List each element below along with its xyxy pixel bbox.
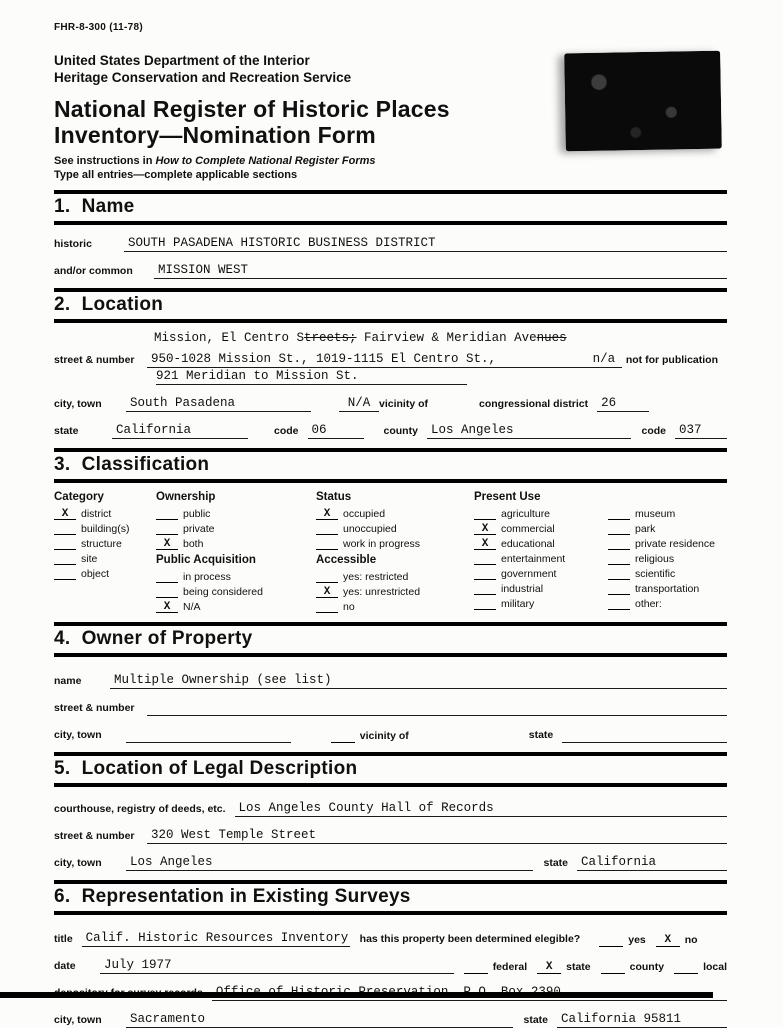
checkbox-site	[54, 550, 156, 565]
checkbox-mark	[601, 961, 625, 974]
common-name-row	[54, 263, 727, 279]
checkbox-mark	[156, 572, 178, 583]
form-title-line1: National Register of Historic Places	[54, 95, 450, 122]
street-line1-a: Mission, El Centro S	[154, 331, 305, 346]
checkbox-label: site	[81, 553, 98, 566]
checkbox-scientific	[608, 565, 727, 580]
vicinity-label: vicinity of	[379, 398, 429, 411]
checkbox-district	[54, 505, 156, 520]
historic-value-field: SOUTH PASADENA HISTORIC BUSINESS DISTRICT	[124, 236, 727, 252]
checkbox-yes-restricted	[316, 568, 474, 583]
checkbox-object	[54, 565, 156, 580]
survey-city-row	[54, 1012, 727, 1028]
checkbox-label: private residence	[635, 538, 715, 551]
checkbox-mark: X	[156, 539, 178, 550]
checkbox-label: district	[81, 508, 112, 521]
checkbox-label: private	[183, 523, 215, 536]
checkbox-label: commercial	[501, 523, 555, 536]
checkbox-mark	[608, 584, 630, 595]
owner-city-row	[54, 727, 727, 743]
survey-title-label: title	[54, 933, 73, 946]
checkbox-mark	[464, 961, 488, 974]
checkbox-being-considered	[156, 583, 316, 598]
checkbox-mark	[316, 524, 338, 535]
checkbox-entertainment	[474, 550, 608, 565]
checkbox-religious	[608, 550, 727, 565]
checkbox-label: museum	[635, 508, 676, 521]
instruction-manual-title: How to Complete National Register Forms	[155, 155, 376, 168]
checkbox-mark	[54, 539, 76, 550]
checkbox-industrial	[474, 580, 608, 595]
checkbox-both	[156, 535, 316, 550]
section-2-title: 2. Location	[54, 294, 164, 316]
checkbox-mark	[474, 569, 496, 580]
checkbox-mark	[608, 539, 630, 550]
owner-city-label: city, town	[54, 729, 102, 742]
county-label: county	[383, 425, 418, 438]
checkbox-structure	[54, 535, 156, 550]
classification-grid	[54, 491, 727, 613]
checkbox-label: structure	[81, 538, 122, 551]
checkbox-label: military	[501, 598, 535, 611]
survey-city-field: Sacramento	[126, 1012, 513, 1028]
present-use-subcolumns	[474, 505, 727, 610]
owner-state-label: state	[528, 729, 554, 742]
checkbox-private-residence	[608, 535, 727, 550]
owner-street-row	[54, 700, 727, 716]
ownership-column	[156, 491, 316, 613]
county-checkbox	[601, 961, 664, 974]
common-label: and/or common	[54, 265, 133, 278]
checkbox-label: transportation	[635, 583, 700, 596]
historic-name-row	[54, 236, 727, 252]
not-for-publication-na: n/a	[586, 352, 622, 368]
checkbox-agriculture	[474, 505, 608, 520]
checkbox-label: yes: unrestricted	[343, 586, 421, 599]
legal-city-label: city, town	[54, 857, 102, 870]
present-use-header: Present Use	[474, 491, 541, 504]
street-line-1	[154, 331, 727, 345]
section-2-header	[54, 288, 727, 323]
section-1-header	[54, 190, 727, 225]
legal-state-label: state	[543, 857, 568, 870]
street-line1-struck-1: treets;	[304, 331, 357, 346]
checkbox-mark	[54, 569, 76, 580]
checkbox-label: local	[703, 961, 727, 974]
checkbox-other	[608, 595, 727, 610]
federal-checkbox	[464, 961, 527, 974]
courthouse-field: Los Angeles County Hall of Records	[235, 801, 727, 817]
checkbox-label: federal	[492, 961, 528, 974]
code2-value-field: 037	[675, 423, 727, 439]
not-for-publication-label: not for publication	[625, 354, 718, 367]
survey-state-label: state	[523, 1014, 548, 1027]
checkbox-label: state	[566, 961, 591, 974]
checkbox-mark: X	[156, 602, 178, 613]
owner-name-field: Multiple Ownership (see list)	[110, 673, 727, 689]
agency-line-2: Heritage Conservation and Recreation Service	[54, 69, 352, 85]
vicinity-na-field: N/A	[339, 396, 379, 412]
next-section-rule	[0, 992, 713, 998]
instruction-line-1	[54, 155, 727, 167]
city-label: city, town	[54, 398, 102, 411]
checkbox-label: yes	[628, 934, 646, 947]
checkbox-mark: X	[316, 509, 338, 520]
category-header: Category	[54, 491, 104, 504]
owner-street-label: street & number	[54, 702, 135, 715]
checkbox-mark: X	[537, 961, 561, 974]
checkbox-mark: X	[474, 524, 496, 535]
owner-street-field	[147, 700, 727, 716]
checkbox-label: in process	[183, 571, 231, 584]
checkbox-mark	[54, 554, 76, 565]
checkbox-mark	[674, 961, 698, 974]
survey-date-row	[54, 958, 727, 974]
checkbox-label: both	[183, 538, 204, 551]
form-number: FHR-8-300 (11-78)	[54, 22, 144, 33]
street-line1-c: Fairview & Meridian Ave	[356, 331, 537, 346]
checkbox-in-process	[156, 568, 316, 583]
street-row	[54, 352, 727, 368]
accessible-header: Accessible	[316, 554, 377, 567]
legal-city-field: Los Angeles	[126, 855, 533, 871]
checkbox-mark	[608, 509, 630, 520]
courthouse-label: courthouse, registry of deeds, etc.	[54, 803, 226, 816]
checkbox-mark: X	[656, 934, 680, 947]
checkbox-label: county	[629, 961, 665, 974]
checkbox-educational	[474, 535, 608, 550]
checkbox-mark	[316, 539, 338, 550]
checkbox-work-in-progress	[316, 535, 474, 550]
checkbox-label: yes: restricted	[343, 571, 409, 584]
legal-street-field: 320 West Temple Street	[147, 828, 727, 844]
category-column	[54, 491, 156, 613]
checkbox-no	[316, 598, 474, 613]
checkbox-mark: X	[316, 587, 338, 598]
status-header: Status	[316, 491, 352, 504]
owner-state-field	[562, 727, 727, 743]
survey-title-row	[54, 931, 727, 947]
present-use-column	[474, 491, 727, 613]
checkbox-transportation	[608, 580, 727, 595]
checkbox-label: occupied	[343, 508, 386, 521]
status-column	[316, 491, 474, 613]
checkbox-label: object	[81, 568, 110, 581]
checkbox-label: scientific	[635, 568, 676, 581]
checkbox-government	[474, 565, 608, 580]
owner-city-field	[126, 727, 291, 743]
code-value-field: 06	[308, 423, 364, 439]
checkbox-label: N/A	[183, 601, 201, 614]
survey-date-field: July 1977	[100, 958, 454, 974]
section-5-header	[54, 752, 727, 787]
section-5-title: 5. Location of Legal Description	[54, 758, 358, 780]
legal-street-row	[54, 828, 727, 844]
owner-name-row	[54, 673, 727, 689]
registration-stamp	[564, 51, 722, 152]
legal-city-row	[54, 855, 727, 871]
owner-name-label: name	[54, 675, 82, 688]
state-label: state	[54, 425, 79, 438]
section-4-header	[54, 622, 727, 657]
congressional-district-label: congressional district	[479, 398, 589, 411]
instruction-line-2: Type all entries—complete applicable sections	[54, 169, 298, 182]
checkbox-private	[156, 520, 316, 535]
local-checkbox	[674, 961, 727, 974]
checkbox-public	[156, 505, 316, 520]
common-value-field: MISSION WEST	[154, 263, 727, 279]
historic-label: historic	[54, 238, 92, 251]
city-row-location	[54, 396, 727, 412]
checkbox-mark	[474, 599, 496, 610]
legal-street-label: street & number	[54, 830, 135, 843]
ownership-header: Ownership	[156, 491, 216, 504]
state-checkbox	[537, 961, 591, 974]
eligible-question-label: has this property been determined elegible?	[359, 933, 581, 946]
street-value-field: 950-1028 Mission St., 1019-1115 El Centro St.,	[147, 352, 586, 368]
checkbox-label: religious	[635, 553, 675, 566]
legal-state-field: California	[577, 855, 727, 871]
checkbox-mark	[474, 554, 496, 565]
vicinity-label: vicinity of	[359, 730, 409, 743]
checkbox-buildings	[54, 520, 156, 535]
checkbox-label: entertainment	[501, 553, 566, 566]
survey-city-label: city, town	[54, 1014, 102, 1027]
checkbox-mark	[331, 730, 355, 743]
checkbox-mark: X	[54, 509, 76, 520]
checkbox-label: unoccupied	[343, 523, 397, 536]
section-3-title: 3. Classification	[54, 454, 210, 476]
checkbox-label: building(s)	[81, 523, 130, 536]
checkbox-mark	[608, 569, 630, 580]
checkbox-unoccupied	[316, 520, 474, 535]
checkbox-label: park	[635, 523, 656, 536]
checkbox-mark	[156, 587, 178, 598]
agency-line-1: United States Department of the Interior	[54, 53, 310, 68]
checkbox-label: being considered	[183, 586, 263, 599]
survey-title-field: Calif. Historic Resources Inventory	[82, 931, 350, 947]
checkbox-label: public	[183, 508, 211, 521]
checkbox-label: no	[684, 934, 698, 947]
form-title-line2: Inventory—Nomination Form	[54, 121, 376, 148]
section-1-title: 1. Name	[54, 196, 135, 218]
section-6-header	[54, 880, 727, 915]
checkbox-park	[608, 520, 727, 535]
city-value-field: South Pasadena	[126, 396, 311, 412]
survey-state-field: California 95811	[557, 1012, 727, 1028]
checkbox-label: government	[501, 568, 557, 581]
checkbox-mark: X	[474, 539, 496, 550]
street-line1-struck-2: nues	[536, 331, 567, 346]
checkbox-label: no	[343, 601, 355, 614]
checkbox-mark	[599, 934, 623, 947]
code-label: code	[274, 425, 299, 438]
street-label: street & number	[54, 354, 135, 367]
checkbox-occupied	[316, 505, 474, 520]
public-acquisition-header: Public Acquisition	[156, 554, 256, 567]
county-value-field: Los Angeles	[427, 423, 632, 439]
checkbox-commercial	[474, 520, 608, 535]
checkbox-mark	[474, 584, 496, 595]
present-use-subcolumn-2	[608, 505, 727, 610]
congressional-district-value: 26	[597, 396, 649, 412]
checkbox-mark	[156, 509, 178, 520]
checkbox-yes-unrestricted	[316, 583, 474, 598]
checkbox-mark	[316, 572, 338, 583]
survey-date-label: date	[54, 960, 76, 973]
checkbox-mark	[316, 602, 338, 613]
code2-label: code	[641, 425, 666, 438]
instruction-prefix: See instructions in	[54, 155, 156, 168]
checkbox-mark	[474, 509, 496, 520]
checkbox-mark	[608, 524, 630, 535]
street-line-3: 921 Meridian to Mission St.	[156, 369, 467, 385]
courthouse-row	[54, 801, 727, 817]
checkbox-mark	[608, 599, 630, 610]
checkbox-museum	[608, 505, 727, 520]
eligible-no-checkbox	[656, 934, 698, 947]
owner-vicinity-checkbox	[331, 730, 409, 743]
street-block	[54, 331, 727, 385]
checkbox-label: educational	[501, 538, 555, 551]
checkbox-label: work in progress	[343, 538, 421, 551]
checkbox-label: other:	[635, 598, 662, 611]
section-6-title: 6. Representation in Existing Surveys	[54, 886, 411, 908]
eligible-yes-checkbox	[599, 934, 646, 947]
state-row-location	[54, 423, 727, 439]
checkbox-label: agriculture	[501, 508, 551, 521]
present-use-subcolumn-1	[474, 505, 608, 610]
checkbox-military	[474, 595, 608, 610]
checkbox-label: industrial	[501, 583, 544, 596]
checkbox-mark	[156, 524, 178, 535]
section-4-title: 4. Owner of Property	[54, 628, 253, 650]
checkbox-na	[156, 598, 316, 613]
checkbox-mark	[608, 554, 630, 565]
checkbox-mark	[54, 524, 76, 535]
section-3-header	[54, 448, 727, 483]
state-value-field: California	[112, 423, 248, 439]
